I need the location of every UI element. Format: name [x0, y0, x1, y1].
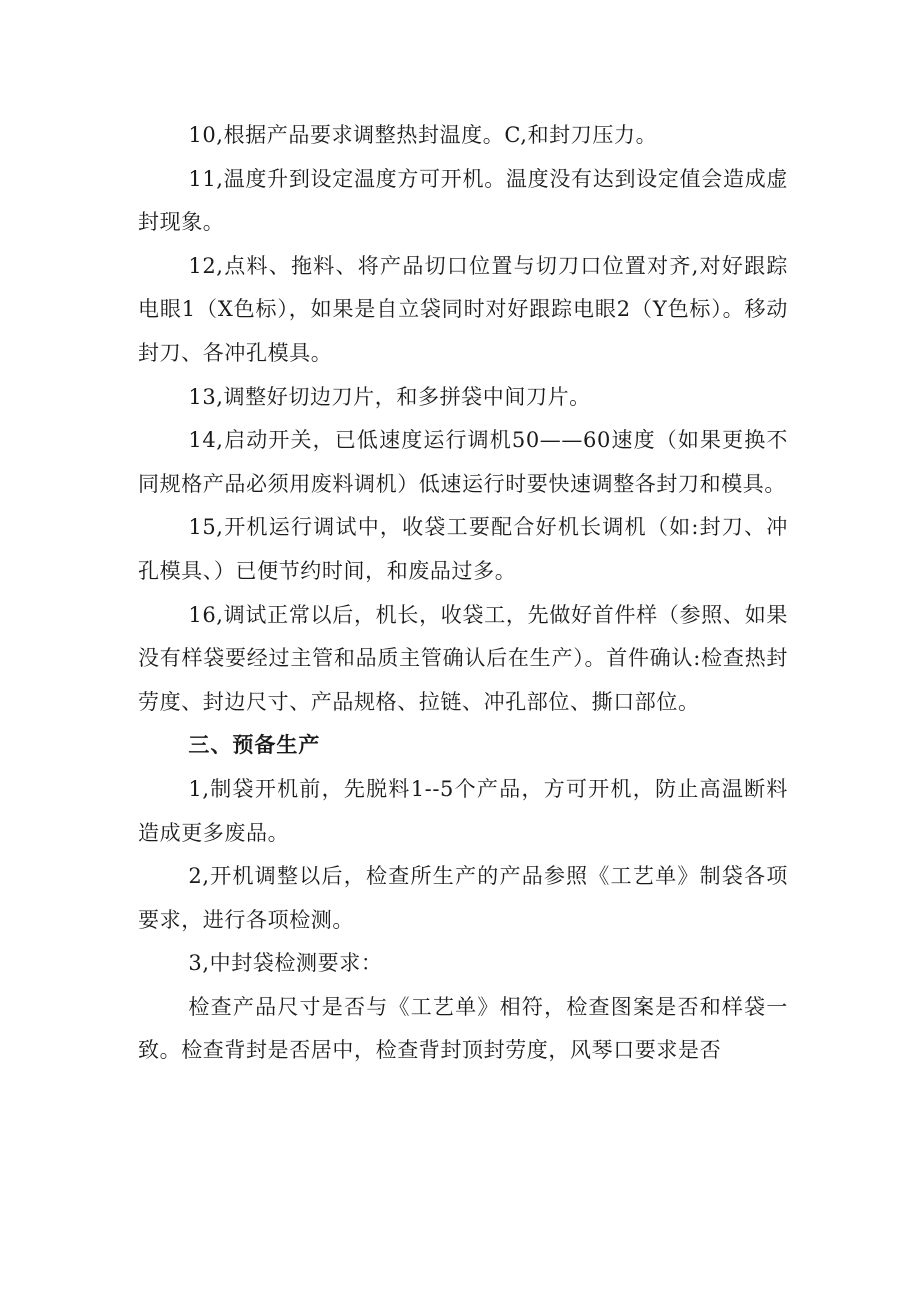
- paragraph-prep-1: 1,制袋开机前，先脱料1--5个产品，方可开机，防止高温断料造成更多废品。: [138, 776, 788, 845]
- paragraph-step-13: 13,调整好切边刀片，和多拼袋中间刀片。: [188, 384, 591, 409]
- paragraph-prep-3: 3,中封袋检测要求：: [188, 951, 383, 976]
- paragraph-step-16: 16,调试正常以后，机长，收袋工，先做好首件样（参照、如果没有样袋要经过主管和品质主管确认后在生产）。首件确认:检查热封劳度、封边尺寸、产品规格、拉链、冲孔部位、撕口部位。: [138, 602, 788, 714]
- paragraph-step-10: 10,根据产品要求调整热封温度。C,和封刀压力。: [188, 123, 658, 147]
- document-body: [138, 114, 788, 1073]
- section-heading: 三、预备生产: [188, 733, 321, 758]
- paragraph-prep-2: 2,开机调整以后，检查所生产的产品参照《工艺单》制袋各项要求，进行各项检测。: [138, 864, 788, 932]
- paragraph-step-14: 14,启动开关，已低速度运行调机50——60速度（如果更换不同规格产品必须用废料调机）低速运行时要快速调整各封刀和模具。: [138, 428, 788, 496]
- paragraph-step-11: 11,温度升到设定温度方可开机。温度没有达到设定值会造成虚封现象。: [138, 166, 788, 235]
- paragraph-step-15: 15,开机运行调试中，收袋工要配合好机长调机（如:封刀、冲孔模具、）已便节约时间，和废品过多。: [138, 515, 788, 583]
- paragraph-step-12: 12,点料、拖料、将产品切口位置与切刀口位置对齐,对好跟踪电眼1（X色标），如果是自立袋同时对好跟踪电眼2（Y色标）。移动封刀、各冲孔模具。: [138, 253, 788, 365]
- paragraph-prep-3-detail: 检查产品尺寸是否与《工艺单》相符，检查图案是否和样袋一致。检查背封是否居中，检查背封顶封劳度，风琴口要求是否: [138, 994, 788, 1063]
